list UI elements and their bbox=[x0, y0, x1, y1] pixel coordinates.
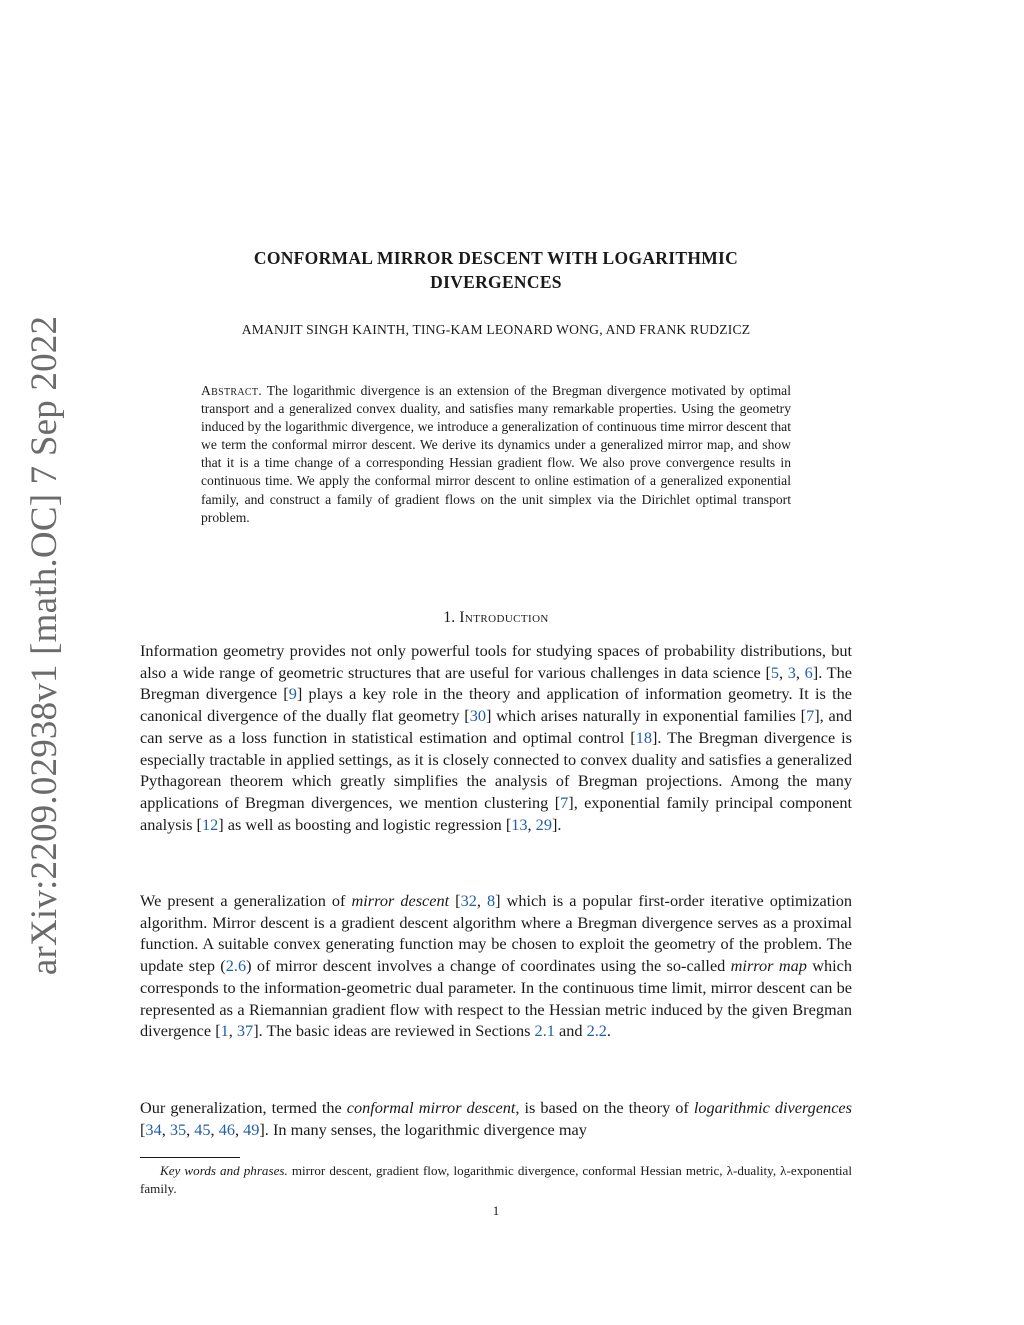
paper-title-line-1: CONFORMAL MIRROR DESCENT WITH LOGARITHMIC bbox=[253, 248, 739, 268]
intro-paragraph-3 bbox=[140, 1097, 852, 1140]
citation-link[interactable]: 3 bbox=[787, 662, 796, 682]
citation-link[interactable]: 18 bbox=[635, 727, 652, 747]
text-run: [ bbox=[449, 891, 461, 910]
equation-reference-link[interactable]: 2.6 bbox=[225, 956, 247, 976]
citation-link[interactable]: 7 bbox=[560, 792, 569, 812]
abstract-text: The logarithmic divergence is an extension of the Bregman divergence motivated by optimal transport and a generalized convex duality, and satisfies many remarkable properties. Using the geometry induced by the logarithmic divergence, we introduce a generalization of continuous time mirror descent that we term the conformal mirror descent. We derive its dynamics under a generalized mirror map, and show that it is a time change of a corresponding Hessian gradient flow. We also prove convergence results in continuous time. We apply the conformal mirror descent to online estimation of a generalized exponential family, and construct a family of gradient flows on the unit simplex via the Dirichlet optimal transport problem. bbox=[201, 383, 791, 525]
emphasis-term: mirror descent bbox=[351, 891, 450, 910]
text-run: , bbox=[234, 1119, 244, 1139]
intro-paragraph-2 bbox=[140, 890, 852, 1042]
text-run: ]. bbox=[551, 814, 562, 834]
text-run: ) of mirror descent involves a change of coordinates using the so-called bbox=[246, 956, 731, 976]
citation-link[interactable]: 32 bbox=[460, 891, 477, 910]
section-heading bbox=[140, 609, 852, 627]
section-title: Introduction bbox=[459, 609, 549, 626]
intro-paragraph-1 bbox=[140, 640, 852, 835]
citation-link[interactable]: 9 bbox=[288, 684, 297, 704]
text-run: We present a generalization of bbox=[140, 891, 352, 910]
emphasis-term: mirror map bbox=[730, 956, 807, 976]
citation-link[interactable]: 37 bbox=[236, 1021, 254, 1041]
text-run: , bbox=[161, 1119, 170, 1139]
keywords-footnote bbox=[140, 1162, 852, 1198]
text-run: ] as well as boosting and logistic regression [ bbox=[218, 814, 512, 834]
text-run: ]. The Bregman divergence [ bbox=[140, 662, 852, 704]
abstract bbox=[201, 382, 791, 527]
section-reference-link[interactable]: 2.2 bbox=[586, 1021, 607, 1041]
text-run: ]. The basic ideas are reviewed in Sections bbox=[253, 1021, 535, 1041]
citation-link[interactable]: 8 bbox=[487, 891, 496, 910]
footnote-divider bbox=[140, 1157, 240, 1158]
citation-link[interactable]: 46 bbox=[218, 1119, 235, 1139]
arxiv-identifier-stamp bbox=[20, 315, 70, 975]
abstract-label: Abstract. bbox=[201, 383, 262, 398]
emphasis-term: conformal mirror descent bbox=[346, 1098, 516, 1117]
citation-link[interactable]: 49 bbox=[243, 1119, 260, 1139]
text-run: ] which is a popular first-order iterative optimization algorithm. Mirror descent is a gradient descent algorithm where a Bregman divergence serves as a proximal function. A suitable convex generating function may be chosen to exploit the geometry of the problem. The update step ( bbox=[140, 891, 853, 976]
author-list: AMANJIT SINGH KAINTH, TING-KAM LEONARD WONG, AND FRANK RUDZICZ bbox=[241, 322, 751, 337]
citation-link[interactable]: 6 bbox=[804, 662, 813, 682]
citation-link[interactable]: 1 bbox=[220, 1021, 229, 1041]
paper-title-line-2: DIVERGENCES bbox=[430, 272, 562, 292]
text-run: ]. The Bregman divergence is especially tractable in applied settings, as it is closely connected to convex duality and satisfies a generalized Pythagorean theorem which greatly simplifies the analysis of Bregman projections. Among the many applications of Bregman divergences, we mention clustering [ bbox=[140, 727, 852, 812]
text-run: , bbox=[795, 662, 805, 682]
text-run: ] which arises naturally in exponential families [ bbox=[485, 706, 807, 726]
text-run: , bbox=[527, 814, 536, 834]
text-run: Our generalization, termed the bbox=[140, 1098, 347, 1117]
arxiv-identifier-text: arXiv:2209.02938v1 [math.OC] 7 Sep 2022 bbox=[24, 315, 66, 975]
section-reference-link[interactable]: 2.1 bbox=[534, 1021, 555, 1041]
text-run: , bbox=[476, 891, 487, 910]
keywords-text: mirror descent, gradient flow, logarithmic divergence, conformal Hessian metric, λ-duality, λ-exponential family. bbox=[140, 1163, 852, 1196]
text-run: ]. In many senses, the logarithmic divergence may bbox=[259, 1119, 587, 1139]
text-run: , bbox=[210, 1119, 219, 1139]
citation-link[interactable]: 35 bbox=[169, 1119, 187, 1139]
page-number: 1 bbox=[492, 1203, 500, 1218]
text-run: and bbox=[554, 1021, 587, 1041]
citation-link[interactable]: 5 bbox=[770, 662, 780, 682]
text-run: ], and can serve as a loss function in statistical estimation and optimal control [ bbox=[140, 706, 852, 747]
text-run: ], exponential family principal component analysis [ bbox=[140, 792, 852, 834]
citation-link[interactable]: 13 bbox=[511, 814, 528, 834]
citation-link[interactable]: 12 bbox=[201, 814, 219, 834]
text-run: , bbox=[779, 662, 788, 682]
emphasis-term: logarithmic divergences bbox=[693, 1098, 852, 1117]
citation-link[interactable]: 45 bbox=[194, 1119, 211, 1139]
text-run: . bbox=[606, 1021, 611, 1041]
paper-title bbox=[140, 246, 852, 294]
text-run: , bbox=[228, 1021, 237, 1041]
citation-link[interactable]: 34 bbox=[145, 1119, 162, 1139]
text-run: ] plays a key role in the theory and application of information geometry. It is the canonical divergence of the dually flat geometry [ bbox=[140, 684, 852, 726]
citation-link[interactable]: 7 bbox=[806, 706, 815, 726]
text-run: , bbox=[186, 1119, 195, 1139]
keywords-label: Key words and phrases. bbox=[160, 1163, 288, 1178]
section-number: 1. bbox=[443, 609, 456, 626]
citation-link[interactable]: 29 bbox=[535, 814, 552, 834]
text-run: which corresponds to the information-geometric dual parameter. In the continuous time limit, mirror descent can be represented as a Riemannian gradient flow with respect to the Hessian metric induced by the given Bregman divergence [ bbox=[140, 956, 853, 1041]
citation-link[interactable]: 30 bbox=[469, 706, 486, 726]
text-run: , is based on the theory of bbox=[515, 1098, 694, 1117]
text-run: [ bbox=[140, 1119, 146, 1139]
text-run: Information geometry provides not only powerful tools for studying spaces of probability distributions, but also a wide range of geometric structures that are useful for various challenges in data science [ bbox=[140, 641, 852, 682]
